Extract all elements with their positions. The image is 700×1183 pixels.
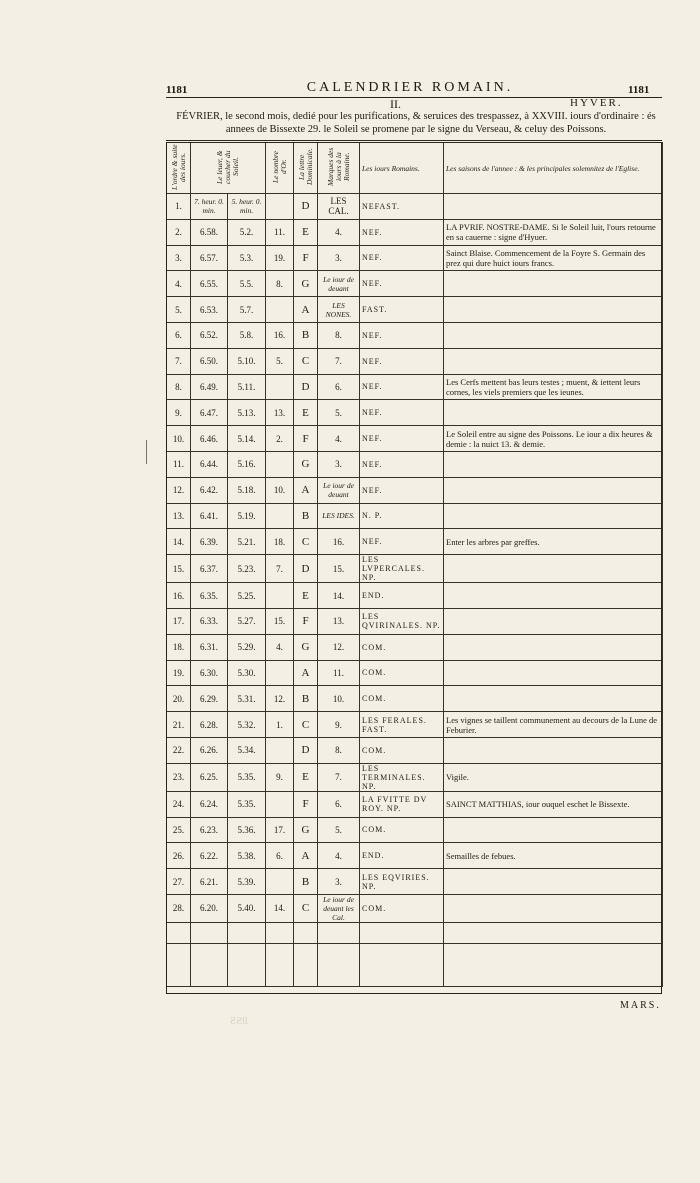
col-roman-days: Les iours Romains. [360, 143, 444, 194]
day-number: 4. [167, 271, 191, 297]
roman-day: LES TERMINALES. NP. [360, 763, 444, 791]
empty-row [167, 943, 663, 986]
golden-number: 12. [266, 686, 294, 712]
table-row [167, 608, 663, 634]
show-through-text: ƧƧƖƖ [230, 1015, 248, 1027]
dominical-letter: F [294, 791, 318, 817]
dominical-letter: F [294, 426, 318, 452]
dominical-letter: D [294, 194, 318, 220]
sunset: 5.30. [228, 660, 266, 686]
dominical-letter: E [294, 400, 318, 426]
dominical-letter: D [294, 737, 318, 763]
day-number: 23. [167, 763, 191, 791]
day-number: 20. [167, 686, 191, 712]
day-number: 13. [167, 503, 191, 529]
golden-number: 5. [266, 348, 294, 374]
sunrise: 6.29. [191, 686, 228, 712]
roman-mark: Le iour de deuant [318, 271, 360, 297]
golden-number: 10. [266, 477, 294, 503]
feast-text: Le Soleil entre au signe des Poissons. Le iour a dix heures & demie : la nuict 13. & demie. [444, 426, 663, 452]
roman-mark: 6. [318, 791, 360, 817]
golden-number [266, 503, 294, 529]
feast-text: Les vignes se taillent communement au decours de la Lune de Feburier. [444, 712, 663, 738]
golden-number [266, 451, 294, 477]
table-row [167, 763, 663, 791]
sunset: 5.8. [228, 322, 266, 348]
table-row [167, 843, 663, 869]
empty-cell [266, 922, 294, 943]
sunrise: 6.42. [191, 477, 228, 503]
dominical-letter: C [294, 894, 318, 922]
table-row [167, 529, 663, 555]
col-order: L'ordre & suite des iours. [167, 143, 191, 194]
sunrise: 6.35. [191, 583, 228, 609]
roman-day: NEF. [360, 477, 444, 503]
running-title: CALENDRIER ROMAIN. [306, 80, 514, 95]
sunrise: 6.23. [191, 817, 228, 843]
empty-cell [444, 922, 663, 943]
golden-number: 9. [266, 763, 294, 791]
sunrise: 6.37. [191, 555, 228, 583]
roman-mark: Le iour de deuant les Cal. [318, 894, 360, 922]
roman-day: COM. [360, 817, 444, 843]
sunset: 5.35. [228, 763, 266, 791]
golden-number [266, 660, 294, 686]
dominical-letter: G [294, 817, 318, 843]
table-row [167, 634, 663, 660]
golden-number: 16. [266, 322, 294, 348]
sunrise: 6.57. [191, 245, 228, 271]
sunset: 5.21. [228, 529, 266, 555]
roman-day: NEF. [360, 451, 444, 477]
dominical-letter: E [294, 763, 318, 791]
golden-number: 7. [266, 555, 294, 583]
roman-mark: 5. [318, 817, 360, 843]
empty-cell [294, 922, 318, 943]
month-intro: FÉVRIER, le second mois, dedié pour les purifications, & seruices des trespassez, à XXVIII. iours d'ordinaire : és annees de Bissexte 29. le Soleil se promene par le signe du Verseau, & celuy des Poissons. [176, 111, 656, 135]
sunrise: 7. heur. 0. min. [191, 194, 228, 220]
day-number: 10. [167, 426, 191, 452]
dominical-letter: G [294, 451, 318, 477]
day-number: 27. [167, 869, 191, 895]
sunrise: 6.53. [191, 297, 228, 323]
golden-number: 8. [266, 271, 294, 297]
table-row [167, 791, 663, 817]
feast-text: LA PVRIF. NOSTRE-DAME. Si le Soleil luit, l'ours retourne en sa cauerne : signe d'Hyuer. [444, 219, 663, 245]
feast-text [444, 737, 663, 763]
golden-number: 15. [266, 608, 294, 634]
day-number: 25. [167, 817, 191, 843]
day-number: 9. [167, 400, 191, 426]
sunrise: 6.46. [191, 426, 228, 452]
col-golden-number: Le nombre d'Or. [266, 143, 294, 194]
golden-number: 14. [266, 894, 294, 922]
feast-text [444, 271, 663, 297]
golden-number: 17. [266, 817, 294, 843]
sunset: 5.5. [228, 271, 266, 297]
day-number: 14. [167, 529, 191, 555]
catchword: MARS. [620, 1000, 661, 1011]
dominical-letter: E [294, 583, 318, 609]
sunrise: 6.44. [191, 451, 228, 477]
day-number: 11. [167, 451, 191, 477]
table-row [167, 297, 663, 323]
month-number: II. [390, 97, 401, 111]
sunset: 5.7. [228, 297, 266, 323]
roman-mark: 7. [318, 763, 360, 791]
feast-text [444, 817, 663, 843]
col-feasts: Les saisons de l'annee : & les principales solemnitez de l'Eglise. [444, 143, 663, 194]
intro-rule [166, 140, 662, 141]
roman-day: N. P. [360, 503, 444, 529]
day-number: 3. [167, 245, 191, 271]
sunrise: 6.58. [191, 219, 228, 245]
sunset: 5.36. [228, 817, 266, 843]
day-number: 1. [167, 194, 191, 220]
golden-number: 6. [266, 843, 294, 869]
empty-cell [444, 943, 663, 986]
dominical-letter: D [294, 555, 318, 583]
dominical-letter: B [294, 322, 318, 348]
sunset: 5.29. [228, 634, 266, 660]
sunset: 5.11. [228, 374, 266, 400]
roman-day: END. [360, 583, 444, 609]
golden-number: 4. [266, 634, 294, 660]
empty-cell [360, 922, 444, 943]
golden-number [266, 791, 294, 817]
sunrise: 6.47. [191, 400, 228, 426]
golden-number: 13. [266, 400, 294, 426]
roman-day: NEF. [360, 245, 444, 271]
roman-mark: 8. [318, 737, 360, 763]
feast-text: Les Cerfs mettent bas leurs testes ; muent, & iettent leurs cornes, les viels premiers que les ieunes. [444, 374, 663, 400]
empty-cell [228, 922, 266, 943]
table-row [167, 426, 663, 452]
roman-day: LES FERALES. FAST. [360, 712, 444, 738]
roman-day: NEF. [360, 426, 444, 452]
roman-mark: 14. [318, 583, 360, 609]
feast-text [444, 660, 663, 686]
sunrise: 6.20. [191, 894, 228, 922]
roman-mark: LES IDES. [318, 503, 360, 529]
sunrise: 6.33. [191, 608, 228, 634]
sunset: 5.14. [228, 426, 266, 452]
feast-text [444, 869, 663, 895]
table-row [167, 374, 663, 400]
empty-cell [191, 922, 228, 943]
dominical-letter: C [294, 348, 318, 374]
roman-mark: 12. [318, 634, 360, 660]
day-number: 18. [167, 634, 191, 660]
sunset: 5.40. [228, 894, 266, 922]
feast-text: Vigile. [444, 763, 663, 791]
empty-cell [318, 943, 360, 986]
sunset: 5.18. [228, 477, 266, 503]
roman-mark: 4. [318, 843, 360, 869]
margin-mark [146, 440, 153, 464]
feast-text: Semailles de febues. [444, 843, 663, 869]
feast-text: Enter les arbres par greffes. [444, 529, 663, 555]
sunset: 5.32. [228, 712, 266, 738]
day-number: 15. [167, 555, 191, 583]
golden-number [266, 869, 294, 895]
roman-mark: LES CAL. [318, 194, 360, 220]
season-label: HYVER. [570, 97, 623, 109]
sunset: 5.16. [228, 451, 266, 477]
roman-mark: 3. [318, 451, 360, 477]
calendar-body [167, 194, 663, 987]
day-number: 12. [167, 477, 191, 503]
sunrise: 6.25. [191, 763, 228, 791]
feast-text [444, 894, 663, 922]
golden-number: 19. [266, 245, 294, 271]
empty-cell [318, 922, 360, 943]
sunrise: 6.26. [191, 737, 228, 763]
roman-day: NEF. [360, 322, 444, 348]
sunset: 5.38. [228, 843, 266, 869]
roman-mark: 5. [318, 400, 360, 426]
sunset: 5.39. [228, 869, 266, 895]
roman-day: NEF. [360, 219, 444, 245]
feast-text [444, 297, 663, 323]
day-number: 26. [167, 843, 191, 869]
empty-cell [294, 943, 318, 986]
roman-day: FAST. [360, 297, 444, 323]
roman-day: COM. [360, 660, 444, 686]
roman-day: COM. [360, 634, 444, 660]
table-row [167, 660, 663, 686]
golden-number [266, 297, 294, 323]
feast-text [444, 322, 663, 348]
roman-mark: 4. [318, 219, 360, 245]
dominical-letter: B [294, 869, 318, 895]
feast-text [444, 686, 663, 712]
table-row [167, 817, 663, 843]
day-number: 28. [167, 894, 191, 922]
dominical-letter: F [294, 608, 318, 634]
table-row [167, 245, 663, 271]
feast-text [444, 477, 663, 503]
feast-text: Sainct Blaise. Commencement de la Foyre S. Germain des prez qui dure huict iours francs. [444, 245, 663, 271]
roman-day: NEF. [360, 348, 444, 374]
empty-cell [228, 943, 266, 986]
sunset: 5.23. [228, 555, 266, 583]
dominical-letter: E [294, 219, 318, 245]
empty-row [167, 922, 663, 943]
day-number: 7. [167, 348, 191, 374]
sunset: 5.31. [228, 686, 266, 712]
dominical-letter: A [294, 477, 318, 503]
roman-mark: 13. [318, 608, 360, 634]
feast-text [444, 555, 663, 583]
golden-number: 1. [266, 712, 294, 738]
feast-text: SAINCT MATTHIAS, iour ouquel eschet le Bissexte. [444, 791, 663, 817]
day-number: 16. [167, 583, 191, 609]
day-number: 21. [167, 712, 191, 738]
empty-cell [167, 943, 191, 986]
sunset: 5.13. [228, 400, 266, 426]
table-row [167, 894, 663, 922]
col-rise-set: Le leuer, & coucher du Soleil. [191, 143, 266, 194]
sunrise: 6.52. [191, 322, 228, 348]
sunset: 5.35. [228, 791, 266, 817]
sunrise: 6.41. [191, 503, 228, 529]
sunrise: 6.31. [191, 634, 228, 660]
sunrise: 6.28. [191, 712, 228, 738]
feast-text [444, 634, 663, 660]
roman-mark: 10. [318, 686, 360, 712]
roman-day: COM. [360, 686, 444, 712]
sunrise: 6.50. [191, 348, 228, 374]
table-row [167, 271, 663, 297]
roman-day: LES EQVIRIES. NP. [360, 869, 444, 895]
day-number: 5. [167, 297, 191, 323]
golden-number [266, 737, 294, 763]
sunset: 5.2. [228, 219, 266, 245]
day-number: 22. [167, 737, 191, 763]
table-row [167, 583, 663, 609]
day-number: 6. [167, 322, 191, 348]
dominical-letter: A [294, 660, 318, 686]
sunrise: 6.21. [191, 869, 228, 895]
table-row [167, 869, 663, 895]
day-number: 2. [167, 219, 191, 245]
golden-number [266, 583, 294, 609]
table-row [167, 737, 663, 763]
table-row [167, 555, 663, 583]
table-row [167, 477, 663, 503]
roman-mark: 9. [318, 712, 360, 738]
feast-text [444, 348, 663, 374]
dominical-letter: F [294, 245, 318, 271]
day-number: 24. [167, 791, 191, 817]
roman-mark: 3. [318, 245, 360, 271]
table-row [167, 348, 663, 374]
roman-day: COM. [360, 737, 444, 763]
day-number: 19. [167, 660, 191, 686]
roman-mark: 16. [318, 529, 360, 555]
col-roman-marks: Marques des iours à la Romaine. [318, 143, 360, 194]
roman-day: NEF. [360, 271, 444, 297]
roman-mark: 15. [318, 555, 360, 583]
golden-number [266, 194, 294, 220]
sunset: 5. heur. 0. min. [228, 194, 266, 220]
empty-cell [191, 943, 228, 986]
dominical-letter: C [294, 712, 318, 738]
feast-text [444, 194, 663, 220]
feast-text [444, 400, 663, 426]
empty-cell [360, 943, 444, 986]
col-dominical-letter: La lettre Dominicale. [294, 143, 318, 194]
dominical-letter: G [294, 271, 318, 297]
sunrise: 6.30. [191, 660, 228, 686]
roman-day: END. [360, 843, 444, 869]
sunset: 5.10. [228, 348, 266, 374]
calendar-table [166, 142, 663, 987]
roman-day: LES QVIRINALES. NP. [360, 608, 444, 634]
sunset: 5.27. [228, 608, 266, 634]
roman-day: LA FVITTE DV ROY. NP. [360, 791, 444, 817]
dominical-letter: B [294, 686, 318, 712]
golden-number: 2. [266, 426, 294, 452]
roman-mark: 7. [318, 348, 360, 374]
folio-right: 1181 [628, 84, 650, 96]
roman-day: COM. [360, 894, 444, 922]
feast-text [444, 451, 663, 477]
sunset: 5.3. [228, 245, 266, 271]
empty-cell [266, 943, 294, 986]
feast-text [444, 608, 663, 634]
roman-mark: LES NONES. [318, 297, 360, 323]
empty-cell [167, 922, 191, 943]
table-row [167, 219, 663, 245]
table-row [167, 503, 663, 529]
table-header-row [167, 143, 663, 194]
table-row [167, 686, 663, 712]
golden-number: 18. [266, 529, 294, 555]
roman-mark: 4. [318, 426, 360, 452]
golden-number: 11. [266, 219, 294, 245]
roman-mark: Le iour de deuant [318, 477, 360, 503]
folio-left: 1181 [166, 84, 188, 96]
roman-day: NEFAST. [360, 194, 444, 220]
dominical-letter: C [294, 529, 318, 555]
table-row [167, 451, 663, 477]
dominical-letter: G [294, 634, 318, 660]
sunset: 5.25. [228, 583, 266, 609]
roman-day: NEF. [360, 529, 444, 555]
roman-day: NEF. [360, 374, 444, 400]
sunrise: 6.22. [191, 843, 228, 869]
roman-mark: 3. [318, 869, 360, 895]
dominical-letter: B [294, 503, 318, 529]
feast-text [444, 583, 663, 609]
sunrise: 6.39. [191, 529, 228, 555]
sunrise: 6.24. [191, 791, 228, 817]
dominical-letter: D [294, 374, 318, 400]
roman-mark: 8. [318, 322, 360, 348]
day-number: 8. [167, 374, 191, 400]
golden-number [266, 374, 294, 400]
sunrise: 6.49. [191, 374, 228, 400]
roman-mark: 11. [318, 660, 360, 686]
roman-day: LES LVPERCALES. NP. [360, 555, 444, 583]
day-number: 17. [167, 608, 191, 634]
table-row [167, 194, 663, 220]
sunrise: 6.55. [191, 271, 228, 297]
feast-text [444, 503, 663, 529]
table-row [167, 400, 663, 426]
roman-mark: 6. [318, 374, 360, 400]
table-row [167, 322, 663, 348]
table-row [167, 712, 663, 738]
dominical-letter: A [294, 843, 318, 869]
roman-day: NEF. [360, 400, 444, 426]
sunset: 5.19. [228, 503, 266, 529]
dominical-letter: A [294, 297, 318, 323]
sunset: 5.34. [228, 737, 266, 763]
